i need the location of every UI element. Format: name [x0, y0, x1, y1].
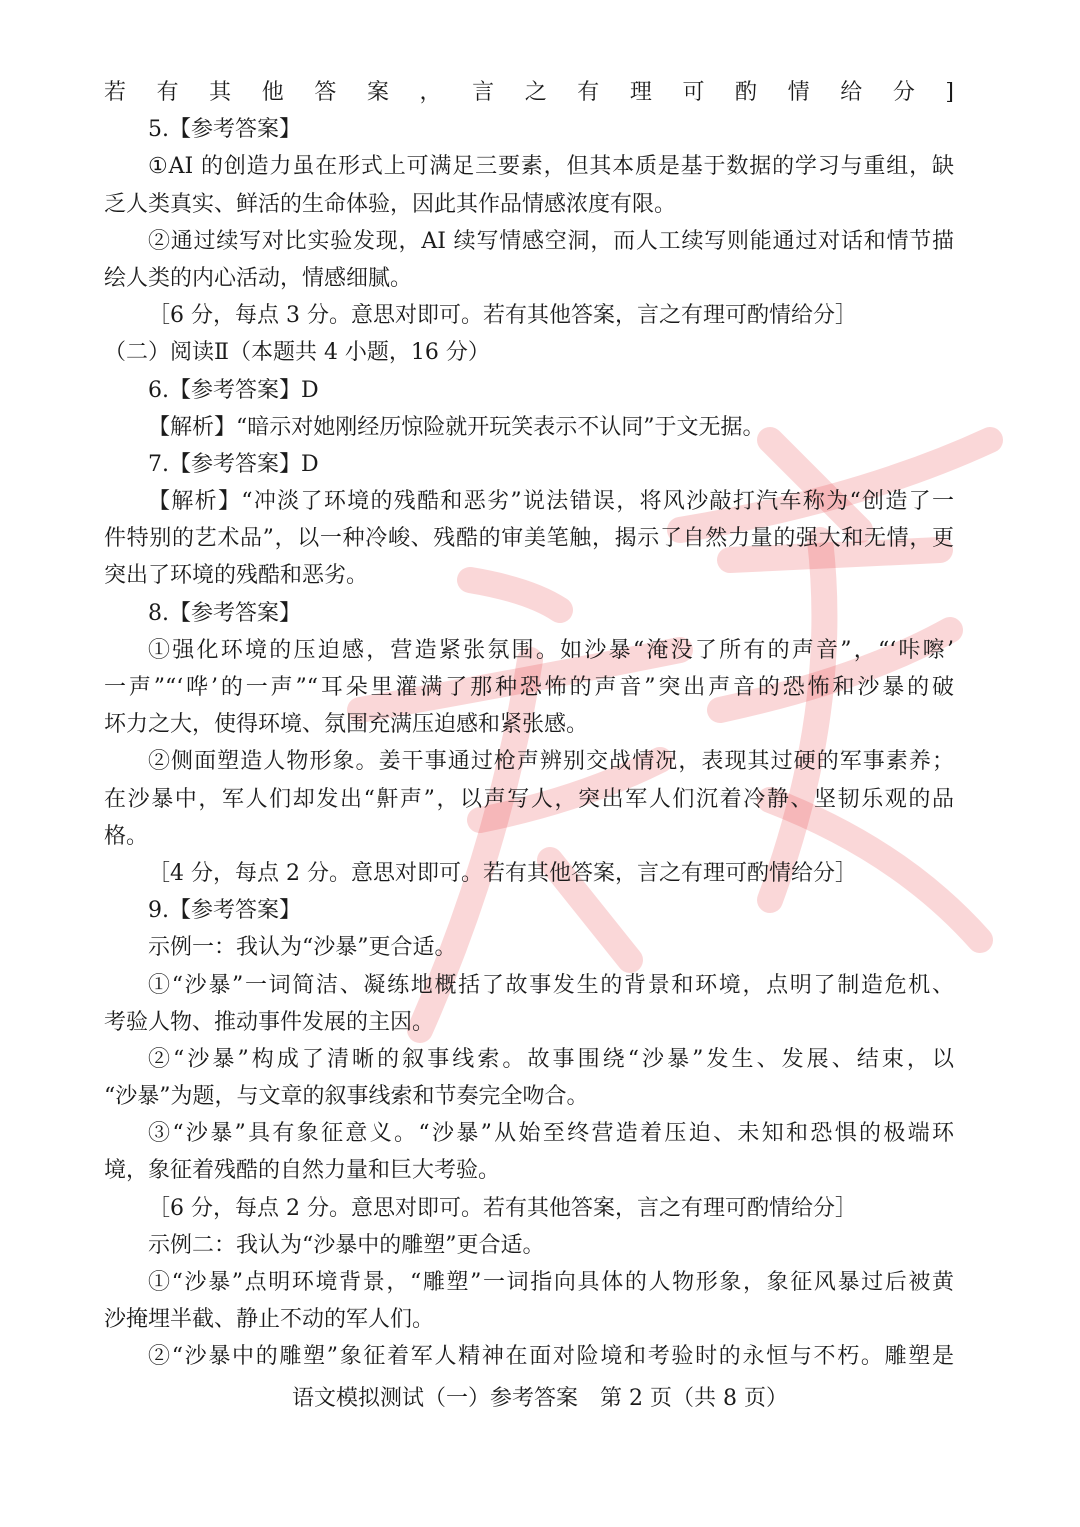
text-line: ②通过续写对比实验发现，AI 续写情感空洞，而人工续写则能通过对话和情节描	[148, 228, 954, 254]
text-line: ①“沙暴”点明环境背景，“雕塑”一词指向具体的人物形象，象征风暴过后被黄	[148, 1270, 954, 1295]
section-heading: （二）阅读Ⅱ（本题共 4 小题，16 分）	[104, 340, 490, 366]
text-line: ②“沙暴中的雕塑”象征着军人精神在面对险境和考验时的永恒与不朽。雕塑是	[148, 1344, 954, 1370]
text-line: 在沙暴中，军人们却发出“鼾声”，以声写人，突出军人们沉着冷静、坚韧乐观的品	[104, 786, 954, 812]
text-line: 绘人类的内心活动，情感细腻。	[104, 265, 413, 291]
text-line: 考验人物、推动事件发展的主因。	[104, 1009, 435, 1035]
text-line: 【解析】“暗示对她刚经历惊险就开玩笑表示不认同”于文无据。	[148, 414, 765, 440]
page-footer: 语文模拟测试（一）参考答案 第 2 页（共 8 页）	[292, 1386, 788, 1411]
text-line: “沙暴”为题，与文章的叙事线索和节奏完全吻合。	[104, 1084, 589, 1110]
text-line: ②侧面塑造人物形象。姜干事通过枪声辨别交战情况，表现其过硬的军事素养；	[148, 749, 954, 775]
scoring-note: ［4 分，每点 2 分。意思对即可。若有其他答案，言之有理可酌情给分］	[148, 860, 857, 886]
question-9-heading: 9.【参考答案】	[148, 898, 301, 924]
question-5-heading: 5.【参考答案】	[148, 117, 301, 143]
text-line: 沙掩埋半截、静止不动的军人们。	[104, 1307, 435, 1333]
text-line: 【解析】“冲淡了环境的残酷和恶劣”说法错误，将风沙敲打汽车称为“创造了一	[148, 489, 954, 515]
question-8-heading: 8.【参考答案】	[148, 600, 301, 626]
scoring-note: ［6 分，每点 3 分。意思对即可。若有其他答案，言之有理可酌情给分］	[148, 303, 857, 329]
text-line: 坏力之大，使得环境、氛围充满压迫感和紧张感。	[104, 712, 589, 738]
example-heading: 示例一：我认为“沙暴”更合适。	[148, 935, 457, 961]
text-line: 若有其他答案，言之有理可酌情给分]	[104, 80, 954, 105]
scoring-note: ［6 分，每点 2 分。意思对即可。若有其他答案，言之有理可酌情给分］	[148, 1195, 857, 1221]
text-line: ①强化环境的压迫感，营造紧张氛围。如沙暴“淹没了所有的声音”，“‘咔嚓’	[148, 637, 954, 663]
question-7-heading: 7.【参考答案】D	[148, 451, 319, 477]
text-line: 乏人类真实、鲜活的生命体验，因此其作品情感浓度有限。	[104, 191, 677, 217]
text-line: ③“沙暴”具有象征意义。“沙暴”从始至终营造着压迫、未知和恐惧的极端环	[148, 1121, 954, 1147]
text-line: ①AI 的创造力虽在形式上可满足三要素，但其本质是基于数据的学习与重组，缺	[148, 154, 954, 180]
text-line: 一声”“‘哗’的一声”“耳朵里灌满了那种恐怖的声音”突出声音的恐怖和沙暴的破	[104, 675, 954, 700]
example-heading: 示例二：我认为“沙暴中的雕塑”更合适。	[148, 1232, 545, 1258]
text-line: 境，象征着残酷的自然力量和巨大考验。	[104, 1158, 501, 1184]
text-line: 件特别的艺术品”，以一种冷峻、残酷的审美笔触，揭示了自然力量的强大和无情，更	[104, 526, 954, 552]
answer-page	[104, 74, 954, 1376]
question-6-heading: 6.【参考答案】D	[148, 377, 319, 403]
text-line: ②“沙暴”构成了清晰的叙事线索。故事围绕“沙暴”发生、发展、结束，以	[148, 1046, 954, 1072]
text-line: 突出了环境的残酷和恶劣。	[104, 563, 369, 589]
text-line: 格。	[104, 823, 149, 849]
text-line: ①“沙暴”一词简洁、凝练地概括了故事发生的背景和环境，点明了制造危机、	[148, 972, 954, 998]
